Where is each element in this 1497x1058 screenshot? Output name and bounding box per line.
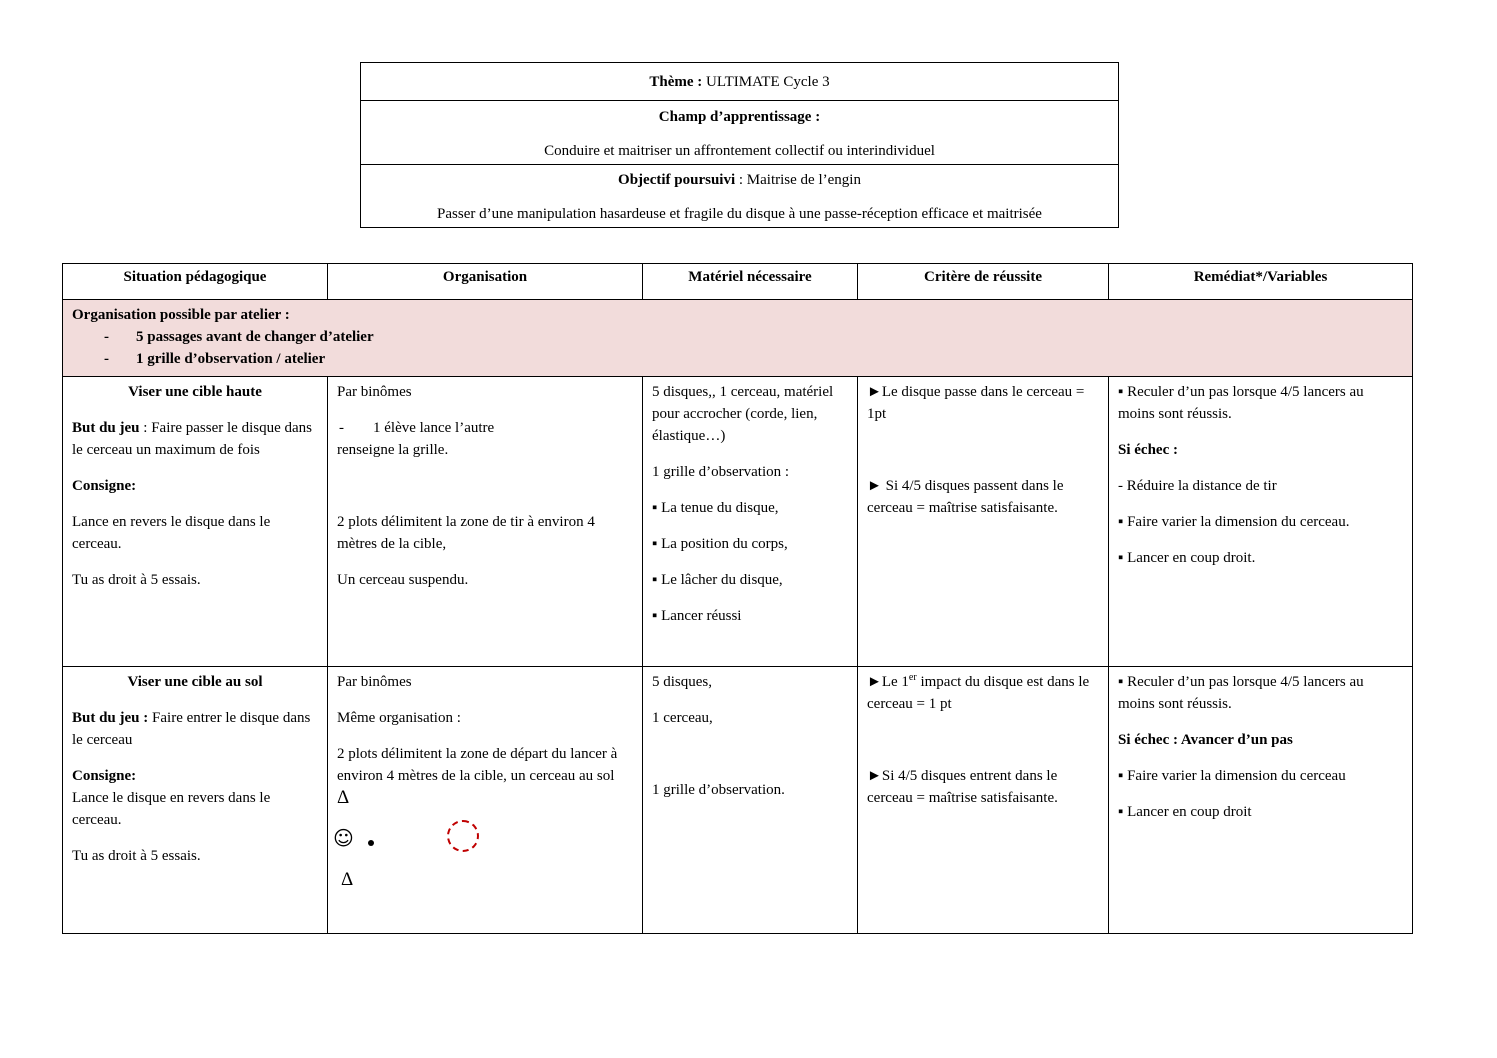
situation-cell: Viser une cible au sol But du jeu : Faire entrer le disque dans le cerceau Consigne: Lance le disque en revers dans le cerceau. Tu as droit à 5 essais.	[63, 667, 328, 934]
column-header: Matériel nécessaire	[643, 264, 858, 300]
consigne-label: Consigne:	[72, 478, 137, 494]
situation-cell: Viser une cible haute But du jeu : Faire passer le disque dans le cerceau un maximum de fois Consigne: Lance en revers le disque dans le cerceau. Tu as droit à 5 essais.	[63, 377, 328, 667]
theme-label: Thème :	[649, 73, 703, 90]
list-item: ▪ La tenue du disque,	[652, 500, 779, 516]
theme-cell	[361, 63, 1119, 101]
theme-value: ULTIMATE Cycle 3	[702, 73, 830, 90]
organisation-cell: Par binômes - 1 élève lance l’autre renseigne la grille. 2 plots délimitent la zone de tir à environ 4 mètres de la cible, Un cerceau suspendu.	[328, 377, 643, 667]
organisation-cell: Par binômes Même organisation : 2 plots délimitent la zone de départ du lancer à environ 4 mètres de la cible, un cerceau au sol Δ ☺ Δ	[328, 667, 643, 934]
list-item: ▪ Lancer en coup droit.	[1118, 550, 1256, 566]
atelier-row	[63, 300, 1413, 377]
consigne-text: Lance le disque en revers dans le cerceau.	[72, 790, 271, 828]
column-header: Critère de réussite	[858, 264, 1109, 300]
column-header: Remédiat*/Variables	[1109, 264, 1413, 300]
situation-title: Viser une cible haute	[128, 384, 262, 400]
disc-icon	[368, 840, 374, 846]
objectif-value: : Maitrise de l’engin	[735, 171, 861, 188]
plot-icon: Δ	[341, 869, 354, 890]
list-item: ▪ Le lâcher du disque,	[652, 572, 783, 588]
objectif-cell	[361, 165, 1119, 228]
list-item: - Réduire la distance de tir	[1118, 478, 1277, 494]
plot-icon: Δ	[337, 787, 350, 808]
hoop-icon	[447, 820, 479, 852]
list-item: - 1 grille d’observation / atelier	[104, 351, 326, 367]
list-item: ▪ La position du corps,	[652, 536, 788, 552]
table-row	[63, 377, 1413, 667]
header-box	[360, 62, 1119, 228]
consigne-label: Consigne:	[72, 768, 137, 784]
atelier-cell	[63, 300, 1413, 377]
column-header: Organisation	[328, 264, 643, 300]
column-header: Situation pédagogique	[63, 264, 328, 300]
table-row	[63, 667, 1413, 934]
materiel-cell: 5 disques, 1 cerceau, 1 grille d’observation.	[643, 667, 858, 934]
remediat-cell: ▪ Reculer d’un pas lorsque 4/5 lancers au moins sont réussis. Si échec : Avancer d’un pas ▪ Faire varier la dimension du cerceau ▪ Lancer en coup droit	[1109, 667, 1413, 934]
materiel-cell: 5 disques,, 1 cerceau, matériel pour accrocher (corde, lien, élastique…) 1 grille d’observation : ▪ La tenue du disque, ▪ La position du corps, ▪ Le lâcher du disque, ▪ Lancer réussi	[643, 377, 858, 667]
situation-title: Viser une cible au sol	[127, 674, 263, 690]
list-item: ▪ Faire varier la dimension du cerceau.	[1118, 514, 1350, 530]
champ-value: Conduire et maitriser un affrontement collectif ou interindividuel	[544, 143, 935, 159]
field-diagram	[333, 787, 633, 897]
critere-cell: ►Le disque passe dans le cerceau = 1pt ► Si 4/5 disques passent dans le cerceau = maîtrise satisfaisante.	[858, 377, 1109, 667]
table-header-row	[63, 264, 1413, 300]
main-table	[62, 263, 1413, 934]
objectif-detail: Passer d’une manipulation hasardeuse et fragile du disque à une passe-réception efficace et maitrisée	[437, 205, 1042, 222]
atelier-title: Organisation possible par atelier :	[72, 307, 290, 323]
champ-label: Champ d’apprentissage :	[658, 109, 821, 125]
objectif-label: Objectif poursuivi	[618, 171, 736, 188]
essais-text: Tu as droit à 5 essais.	[72, 572, 201, 588]
player-icon: ☺	[333, 826, 354, 850]
list-item: - 5 passages avant de changer d’atelier	[104, 329, 374, 345]
critere-cell: ►Le 1er impact du disque est dans le cerceau = 1 pt ►Si 4/5 disques entrent dans le cerceau = maîtrise satisfaisante.	[858, 667, 1109, 934]
list-item: ▪ Lancer en coup droit	[1118, 804, 1252, 820]
champ-cell	[361, 101, 1119, 165]
remediat-cell: ▪ Reculer d’un pas lorsque 4/5 lancers au moins sont réussis. Si échec : - Réduire la distance de tir ▪ Faire varier la dimension du cerceau. ▪ Lancer en coup droit.	[1109, 377, 1413, 667]
essais-text: Tu as droit à 5 essais.	[72, 848, 201, 864]
list-item: ▪ Lancer réussi	[652, 608, 742, 624]
list-item: ▪ Faire varier la dimension du cerceau	[1118, 768, 1346, 784]
consigne-text: Lance en revers le disque dans le cerceau.	[72, 514, 271, 552]
